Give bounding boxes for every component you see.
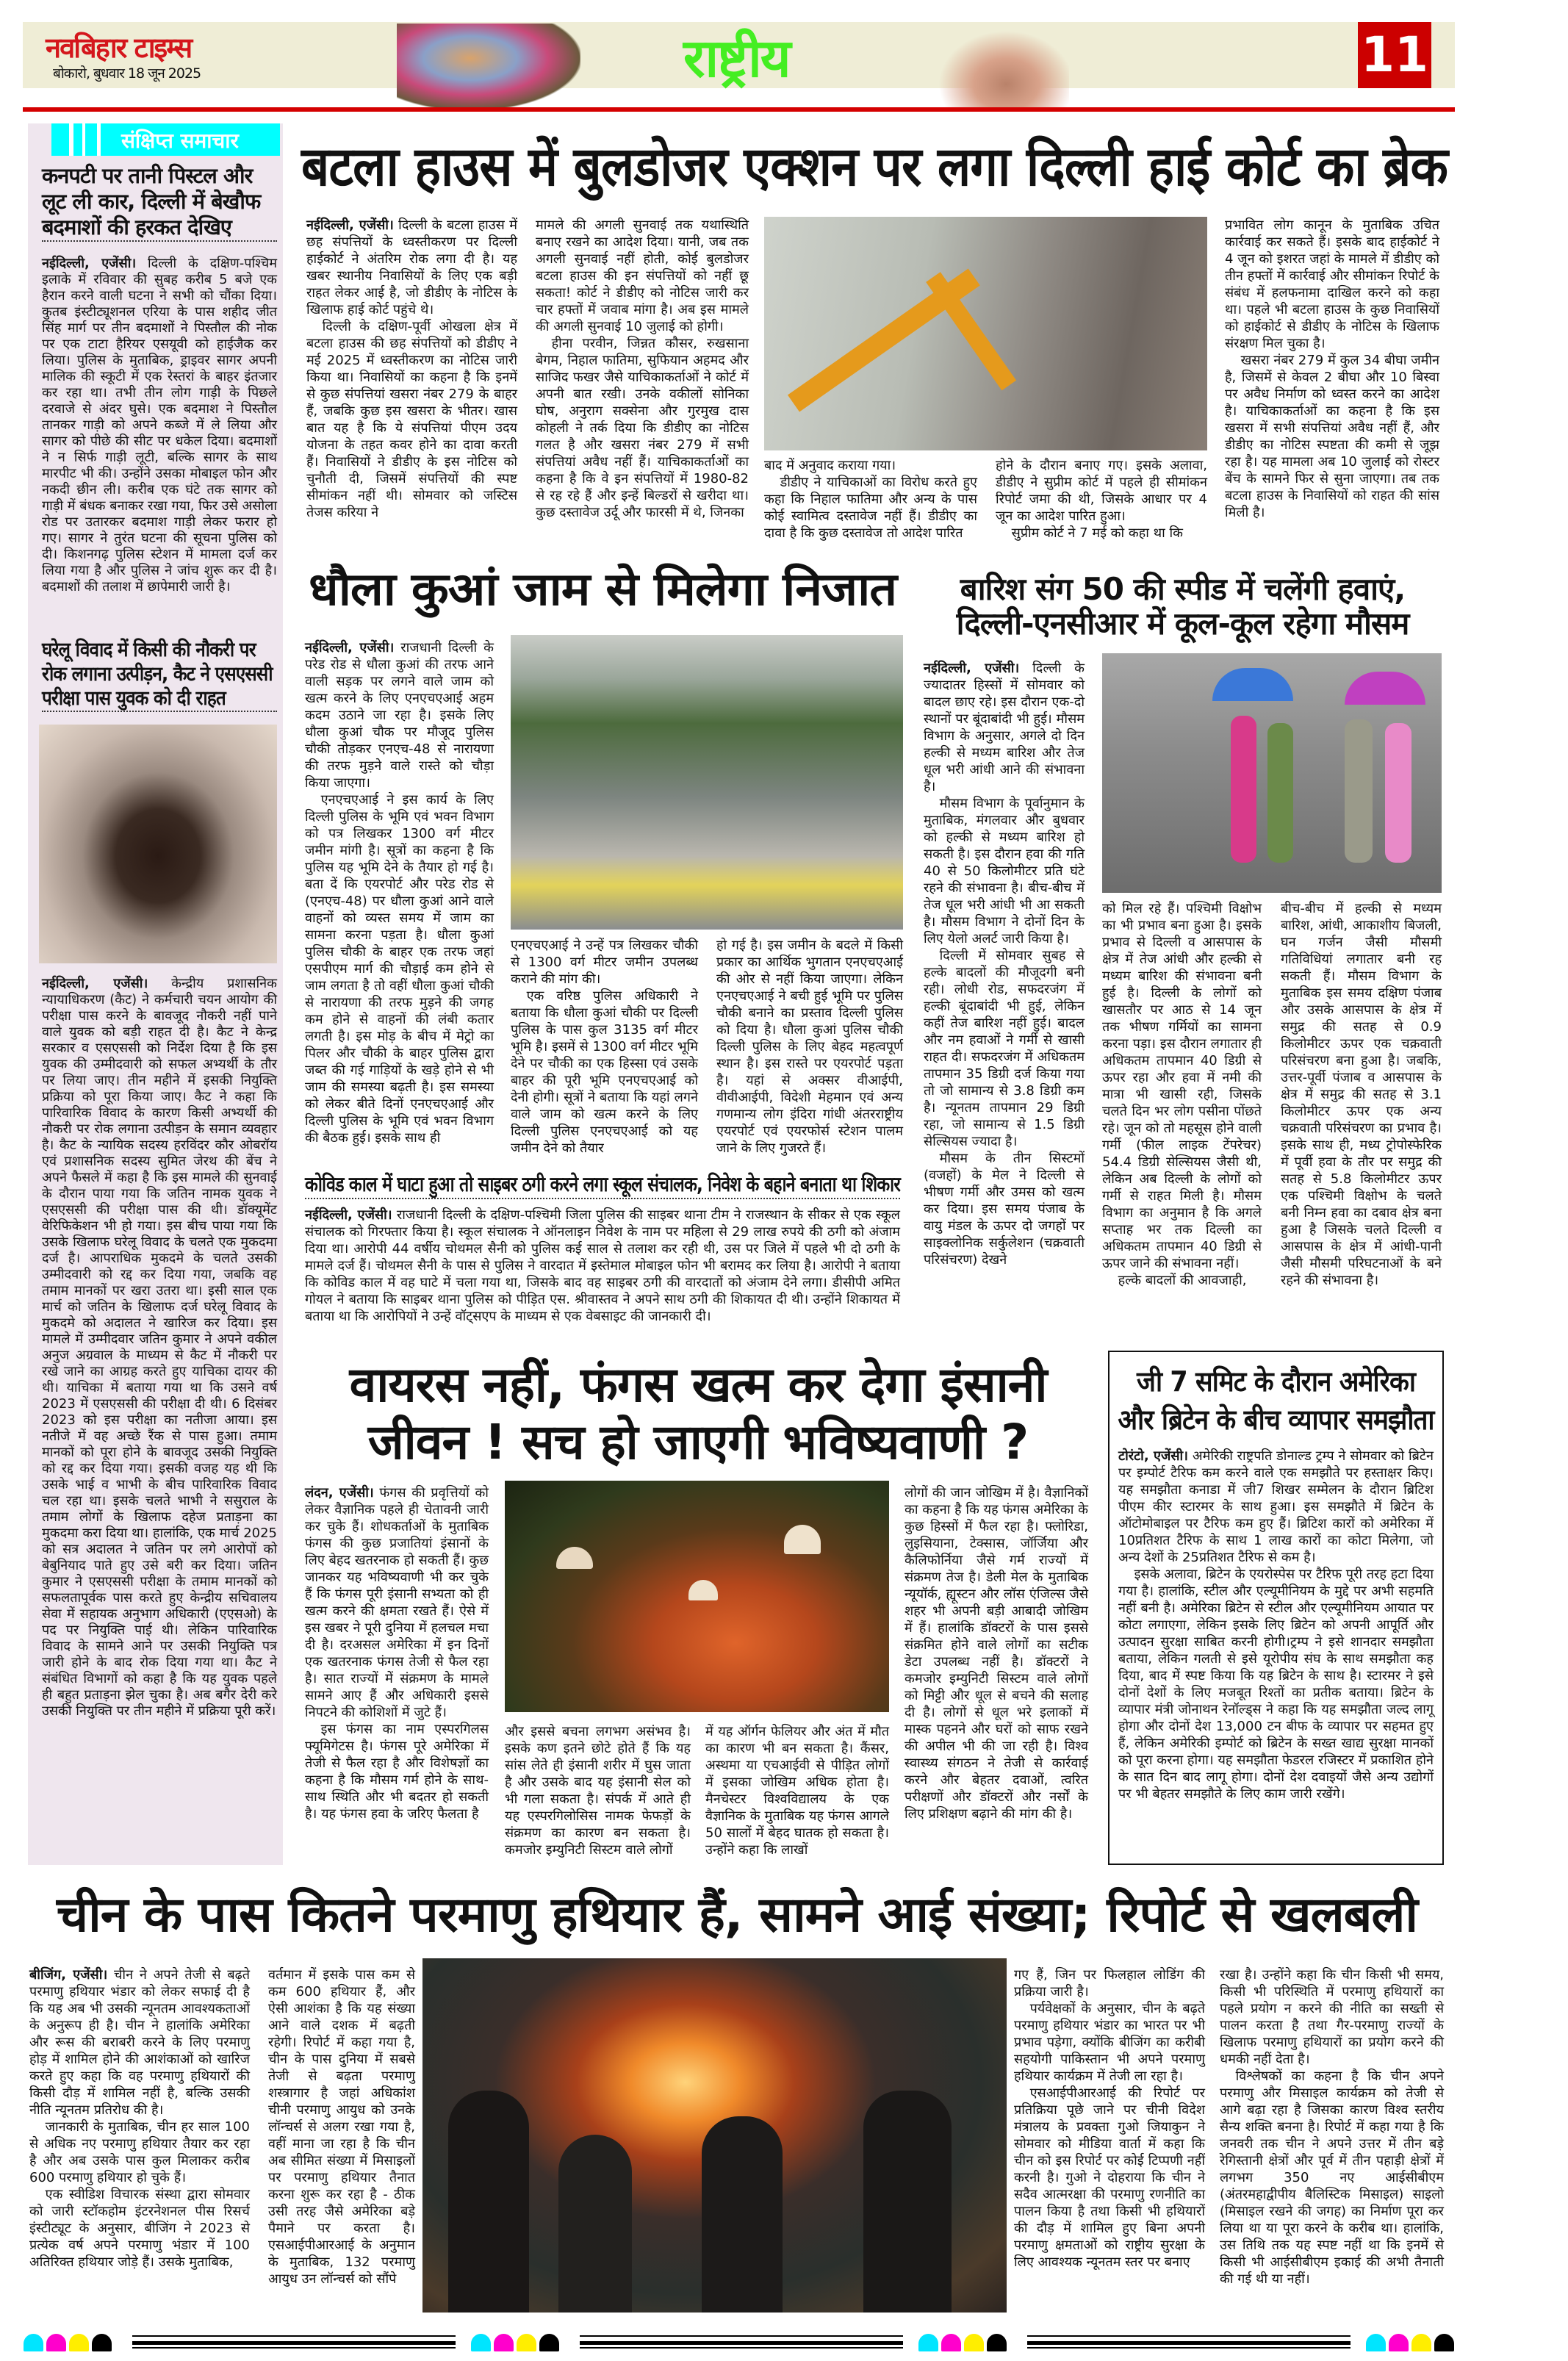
registration-dot (1366, 2334, 1386, 2351)
registration-line (132, 2341, 456, 2345)
nuclear-explosion-image (422, 1958, 1007, 2313)
paragraph: डीडीए ने याचिकाओं का विरोध करते हुए कहा कि निहाल फातिमा और अन्य के पास कोई स्वामित्व दस्तावेज नहीं हैं। डीडीए का दावा है कि कुछ दस्तावेज तो आदेश पारित (764, 475, 977, 541)
statue-image (929, 24, 1069, 110)
dateline: लंदन, एजेंसी। (305, 1485, 374, 1501)
paragraph: नईदिल्ली, एजेंसी। दिल्ली के बटला हाउस में छह संपत्तियों के ध्वस्तीकरण पर दिल्ली हाईकोर्ट ने अंतरिम रोक लगा दी है। यह खबर स्थानीय निवासियों के लिए एक बड़ी राहत लेकर आई है, जो डीडीए के नोटिस के खिलाफ हाई कोर्ट पहुंचे थे। (306, 218, 517, 317)
umbrella-purple (1345, 672, 1425, 705)
g7-headline: जी 7 समिट के दौरान अमेरिका और ब्रिटेन के बीच व्यापार समझौता (1118, 1365, 1434, 1436)
dateline: बीजिंग, एजेंसी। (29, 1967, 108, 1983)
registration-dot (471, 2334, 491, 2351)
weather-headline: बारिश संग 50 की स्पीड में चलेंगी हवाएं, दिल्ली-एनसीआर में कूल-कूल रहेगा मौसम (956, 571, 1409, 642)
person (1231, 716, 1256, 863)
registration-dot (539, 2334, 559, 2351)
paragraph: वर्तमान में इसके पास कम से कम 600 हथियार हैं, और ऐसी आशंका है कि यह संख्या आने वाले दशक में बढ़ती रहेगी। रिपोर्ट में कहा गया है, चीन के पास दुनिया में सबसे तेजी से बढ़ता परमाणु शस्त्रागार है जहां अधिकांश चीनी परमाणु आयुध को उनके लॉन्चर्स से अलग रखा गया है, वहीं माना जा रहा है कि चीन अब सीमित संख्या में मिसाइलों पर परमाणु हथियार तैनात करना शुरू कर रहा है - ठीक उसी तरह जैसे अमेरिका बड़े पैमाने पर करता है। एसआईपीआरआई के अनुमान के मुताबिक, 132 परमाणु आयुध उन लॉन्चर्स को सौंपे (268, 1967, 415, 2287)
article-column (1225, 217, 1439, 546)
registration-line (1027, 2341, 1351, 2345)
paragraph: बाद में अनुवाद कराया गया। (764, 458, 896, 473)
article-column (511, 937, 698, 1156)
article-column (1102, 900, 1262, 1325)
paragraph: पर्यवेक्षकों के अनुसार, चीन के बढ़ते परमाणु हथियार भंडार का भारत पर भी प्रभाव पड़ेगा, क्योंकि बीजिंग का करीबी सहयोगी पाकिस्तान भी अपने परमाणु हथियार कार्यक्रम में तेजी ला रहा है। (1014, 2001, 1205, 2084)
registration-line (1027, 2335, 1351, 2337)
article-column (505, 1723, 691, 1863)
state-map-collage-image (397, 24, 580, 110)
silhouette-person (558, 2135, 632, 2313)
edition-dateline: बोकारो, बुधवार 18 जून 2025 (53, 65, 201, 82)
paragraph: बीजिंग, एजेंसी। चीन ने अपने तेजी से बढ़ते परमाणु हथियार भंडार को लेकर सफाई दी है कि यह अब भी उसकी न्यूनतम आवश्यकताओं के अनुरूप ही है। चीन ने हालांकि अमेरिका और रूस की बराबरी करने के लिए परमाणु होड़ में शामिल होने की आशंकाओं को खारिज करते हुए कहा कि वह परमाणु हथियारों की किसी दौड़ में शामिल नहीं है, बल्कि उसकी नीति न्यूनतम प्रतिरोध की है। (29, 1967, 250, 2118)
paragraph: मौसम विभाग के पूर्वानुमान के मुताबिक, मंगलवार और बुधवार को हल्की से मध्यम बारिश हो सकती है। इस दौरान हवा की गति 40 से 50 किलोमीटर प्रति घंटे रहने की संभावना है। बीच-बीच में तेज धूल भरी आंधी भी आ सकती है। मौसम विभाग ने दोनों दिन के लिए येलो अलर्ट जारी किया है। (924, 796, 1085, 946)
registration-dot (987, 2334, 1007, 2351)
masthead-rule (23, 107, 1455, 112)
paragraph: मौसम के तीन सिस्टमों (वजहों) के मेल ने दिल्ली से भीषण गर्मी और उमस को खत्म कर दिया। इस समय पंजाब के वायु मंडल के ऊपर दो जगहों पर साइक्लोनिक सर्कुलेशन (चक्रवाती परिसंचरण) देखने (924, 1151, 1085, 1268)
registration-dot (1434, 2334, 1454, 2351)
article-column (305, 1484, 489, 1863)
paragraph: मामले की अगली सुनवाई तक यथास्थिति बनाए रखने का आदेश दिया। यानी, जब तक अगली सुनवाई नहीं होती, कोई बुलडोजर बटला हाउस की इन संपत्तियों को नहीं छू सकता! कोर्ट ने डीडीए को नोटिस जारी कर चार हफ्तों में जवाब मांगा है। अब इस मामले की अगली सुनवाई 10 जुलाई को होगी। (536, 218, 749, 334)
article-column (306, 217, 517, 546)
registration-dot (1389, 2334, 1409, 2351)
registration-line (580, 2335, 903, 2337)
article-column (536, 217, 749, 546)
dateline: नईदिल्ली, एजेंसी। (305, 1207, 392, 1223)
paragraph: बीच-बीच में हल्की से मध्यम बारिश, आंधी, आकाशीय बिजली, घन गर्जन जैसी मौसमी गतिविधियां लगातार बनी रह सकती हैं। मौसम विभाग के मुताबिक इस समय दक्षिण पंजाब और उसके आसपास के क्षेत्र में समुद्र की सतह से 0.9 किलोमीटर ऊपर एक चक्रवाती परिसंचरण बना हुआ है। जबकि, उत्तर-पूर्वी पंजाब व आसपास के क्षेत्र में समुद्र की सतह से 3.1 किलोमीटर ऊपर एक अन्य चक्रवाती परिसंचरण का प्रभाव है। इसके साथ ही, मध्य ट्रोपोस्फेरिक में पूर्वी हवा के तौर पर समुद्र की सतह से 5.8 किलोमीटर ऊपर एक पश्चिमी विक्षोभ के चलते बनी निम्न हवा का दबाव क्षेत्र बना हुआ है जिसके चलते दिल्ली व आसपास के क्षेत्र में आंधी-पानी जैसी मौसमी परिघटनाओं के बने रहने की संभावना है। (1281, 901, 1442, 1288)
brief-body: नईदिल्ली, एजेंसी। दिल्ली के दक्षिण-पश्चिम इलाके में रविवार की सुबह करीब 5 बजे एक हैरान करने वाली घटना ने सभी को चौंका दिया। कुतब इंस्टीट्यूशनल एरिया के पास शहीद जीत सिंह मार्ग पर तीन बदमाशों ने पिस्तौल की नोक पर एक टाटा हैरियर एसयूवी को हाईजैक कर लिया। पुलिस के मुताबिक, ड्राइवर सागर अपनी मालिक की स्कूटी में एक रेस्तरां के बाहर इंतजार कर रहा था। तभी तीन लोग गाड़ी के पिछले दरवाजे से अंदर घुसे। एक बदमाश ने पिस्तौल तानकर गाड़ी को अपने कब्जे में ले लिया और सागर को पीछे की सीट पर धकेल दिया। बदमाशों ने न सिर्फ गाड़ी लूटी, बल्कि सागर के साथ मारपीट भी की। उन्होंने उसका मोबाइल फोन और नकदी छीन ली। करीब एक घंटे तक सागर को गाड़ी में बंधक बनाकर रखा गया, फिर उसे असोला रोड पर उतारकर बदमाश गाड़ी लेकर फरार हो गए। सागर ने तुरंत घटना की सूचना पुलिस को दी। किशनगढ़ पुलिस स्टेशन में मामला दर्ज कर लिया गया है और पुलिस ने जांच शुरू कर दी है। बदमाशों की तलाश में छापेमारी जारी है। (42, 256, 277, 594)
dateline: टोरंटो, एजेंसी। (1118, 1448, 1188, 1464)
mushroom-cap (556, 1547, 593, 1569)
paragraph: नईदिल्ली, एजेंसी। दिल्ली के ज्यादातर हिस्सों में सोमवार को बादल छाए रहे। इस दौरान एक-दो स्थानों पर बूंदाबांदी भी हुई। मौसम विभाग के अनुसार, अगले दो दिन हल्की से मध्यम बारिश और तेज धूल भरी आंधी आने की संभावना है। (924, 661, 1085, 794)
china-nuclear-headline: चीन के पास कितने परमाणु हथियार हैं, सामने आई संख्या; रिपोर्ट से खलबली (57, 1886, 1417, 1943)
registration-line (1027, 2347, 1351, 2349)
article-column (905, 1484, 1088, 1863)
page-number: 11 (1361, 26, 1428, 83)
paragraph: दिल्ली में सोमवार सुबह से हल्के बादलों की मौजूदगी बनी रही। लोधी रोड, सफदरजंग में हल्की बूंदाबांदी भी हुई, लेकिन कहीं तेज बारिश नहीं हुई। बादल और नम हवाओं ने गर्मी से खासी राहत दी। सफदरजंग में अधिकतम तापमान 35 डिग्री दर्ज किया गया तो जो सामान्य से 3.8 डिग्री कम है। न्यूनतम तापमान 29 डिग्री रहा, जो सामान्य से 1.5 डिग्री सेल्सियस ज्यादा है। (924, 948, 1085, 1149)
brief-headline: घरेलू विवाद में किसी की नौकरी पर रोक लगाना उत्पीड़न, कैट ने एसएससी परीक्षा पास युवक को दी राहत (42, 638, 277, 712)
paragraph: खसरा नंबर 279 में कुल 34 बीघा जमीन है, जिसमें से केवल 2 बीघा और 10 बिस्वा पर अवैध निर्माण को ध्वस्त करने का आदेश है। याचिकाकर्ताओं का कहना है कि इस खसरा में सभी संपत्तियां अवैध नहीं हैं, और डीडीए का नोटिस स्पष्टता की कमी से जूझ रहा है। यह मामला अब 10 जुलाई को रोस्टर बेंच के सामने फिर से सुना जाएगा। तब तक बटला हाउस के निवासियों को राहत की सांस मिली है। (1225, 353, 1439, 520)
person (1385, 723, 1411, 863)
bulldozer-demolition-image (764, 217, 1207, 450)
paragraph: और इससे बचना लगभग असंभव है। इसके कण इतने छोटे होते हैं कि यह सांस लेते ही इंसानी शरीर में घुस जाता है और उसके बाद यह इंसानी सेल को भी गला सकता है। संपर्क में आते ही यह एस्परगिलोसिस नामक फेफड़ों के संक्रमण का कारण बन सकता है। कमजोर इम्युनिटी सिस्टम वाले लोगों (505, 1724, 691, 1858)
paragraph: लंदन, एजेंसी। फंगस की प्रवृत्तियों को लेकर वैज्ञानिक पहले ही चेतावनी जारी कर चुके हैं। शोधकर्ताओं के मुताबिक फंगस की कुछ प्रजातियां इंसानों के लिए बेहद खतरनाक हो सकती हैं। कुछ जानकर यह भविष्यवाणी भी कर चुके हैं कि फंगस पूरी इंसानी सभ्यता को ही खत्म करने की क्षमता रखते हैं। ऐसे में इस खबर ने पूरी दुनिया में हलचल मचा दी है। दरअसल अमेरिका में इन दिनों एक खतरनाक फंगस तेजी से फैल रहा है। सात राज्यों में संक्रमण के मामले सामने आए हैं और अधिकारी इससे निपटने की कोशिशों में जुटे हैं। (305, 1485, 489, 1720)
person (1267, 723, 1293, 863)
paragraph: गए हैं, जिन पर फिलहाल लोडिंग की प्रक्रिया जारी है। (1014, 1967, 1205, 1999)
sidebar-header-label: संक्षिप्त समाचार (121, 129, 239, 153)
dateline: नईदिल्ली, एजेंसी। (42, 976, 148, 991)
registration-dot (494, 2334, 514, 2351)
paragraph: एक स्वीडिश विचारक संस्था द्वारा सोमवार को जारी स्टॉकहोम इंटरनेशनल पीस रिसर्च इंस्टीट्यूट के अनुसार, बीजिंग ने 2023 से प्रत्येक वर्ष अपने परमाणु भंडार में 100 अतिरिक्त हथियार जोड़े हैं। उसके मुताबिक, (29, 2187, 250, 2270)
header-stripe (97, 123, 101, 156)
mushroom-fungus-image (505, 1481, 889, 1712)
dateline: नईदिल्ली, एजेंसी। (924, 661, 1020, 676)
paragraph: एसआईपीआरआई की रिपोर्ट पर प्रतिक्रिया पूछे जाने पर चीनी विदेश मंत्रालय के प्रवक्ता गुओ जियाकुन ने सोमवार को मीडिया वार्ता में कहा कि चीन को इस रिपोर्ट पर कोई टिप्पणी नहीं करनी है। गुओ ने दोहराया कि चीन ने सदैव आत्मरक्षा की परमाणु रणनीति का पालन किया है तथा किसी भी हथियारों की दौड़ में शामिल हुए बिना अपनी परमाणु क्षमताओं को राष्ट्रीय सुरक्षा के लिए आवश्यक न्यूनतम स्तर पर बनाए (1014, 2085, 1205, 2270)
paragraph: प्रभावित लोग कानून के मुताबिक उचित कार्रवाई कर सकते हैं। इसके बाद हाईकोर्ट ने 4 जून को इशरत जहां के मामले में डीडीए को तीन हफ्तों में कार्रवाई और सीमांकन रिपोर्ट के संबंध में हलफनामा दाखिल करने को कहा था। पहले भी बटला हाउस के कुछ निवासियों को हाईकोर्ट से डीडीए के नोटिस के खिलाफ संरक्षण मिल चुका है। (1225, 218, 1439, 351)
registration-dot (941, 2334, 961, 2351)
brief-body: नईदिल्ली, एजेंसी। केन्द्रीय प्रशासनिक न्यायाधिकरण (कैट) ने कर्मचारी चयन आयोग की परीक्षा पास करने के बावजूद नौकरी नहीं पाने वाले युवक को बड़ी राहत दी है। कैट ने केन्द्र सरकार व एसएससी को निर्देश दिया है कि इस युवक की उम्मीदवारी को सफल अभ्यर्थी के तौर पर लिया जाए। तीन महीने में इसकी नियुक्ति प्रक्रिया को पूरा किया जाए। कैट ने कहा कि पारिवारिक विवाद के कारण किसी अभ्यर्थी की नौकरी पर रोक लगाना उत्पीड़न के समान व्यवहार है। कैट के न्यायिक सदस्य हरविंदर कौर ओबरॉय एवं प्रशासनिक सदस्य सुमित जेरथ की बेंच ने अपने फैसले में कहा है कि इस मामले की सुनवाई के दौरान पाया गया कि जतिन नामक युवक ने एसएससी की परीक्षा पास की थी। डॉक्यूमेंट वेरिफिकेशन भी हो गया। इस बीच पाया गया कि उसके खिलाफ घरेलू विवाद के चलते एक मुकदमा दर्ज है। आपराधिक मुकदमे के चलते उसकी उम्मीदवारी को रद्द कर दिया गया, जबकि वह तमाम मानकों पर खरा उतरा था। इसी साल एक मार्च को जतिन के खिलाफ दर्ज घरेलू विवाद के मुकदमे को अदालत ने खारिज कर दिया। इस मामले में उम्मीदवार जतिन कुमार ने अपने वकील अनुज अग्रवाल के माध्यम से कैट में नौकरी पर रखे जाने का आग्रह करते हुए याचिका दायर की थी। याचिका में बताया गया था कि उसने वर्ष 2023 में एसएससी की परीक्षा दी थी। 6 दिसंबर 2023 को इस परीक्षा का नतीजा आया। इस नतीजे में वह अच्छे रैंक से पास हुआ। तमाम मानकों को पूरा होने के बावजूद उसकी नियुक्ति को रद्द कर दिया गया। इसकी वजह यह थी कि उसके भाई व भाभी के बीच पारिवारिक विवाद चल रहा था। इसके चलते भाभी ने ससुराल के तमाम लोगों के खिलाफ दहेज प्रताड़ना का मुकदमा करा दिया था। हालांकि, एक मार्च 2025 को सत्र अदालत ने जतिन पर लगे आरोपों को बेबुनियाद पाते हुए उसे बरी कर दिया। जतिन कुमार ने एसएससी परीक्षा के तमाम मानकों को सफलतापूर्वक पास करते हुए केन्द्रीय सचिवालय सेवा में सहायक अनुभाग अधिकारी (एएसओ) के पद पर नियुक्ति पाई थी। लेकिन पारिवारिक विवाद के सामने आने पर उसकी नियुक्ति पत्र जारी होने के बाद रोक दिया गया था। कैट ने संबंधित विभागों को कहा है कि यह युवक पहले ही बहुत प्रताड़ना झेल चुका है। अब बगैर देरी करे उसकी नियुक्ति पर तीन महीने में प्रक्रिया पूरी करें। (42, 976, 277, 1719)
header-stripe (69, 123, 73, 156)
dateline: नईदिल्ली, एजेंसी। (305, 640, 395, 655)
paragraph: लोगों की जान जोखिम में है। वैज्ञानिकों का कहना है कि यह फंगस अमेरिका के कुछ हिस्सों में फैल रहा है। फ्लोरिडा, लुइसियाना, टेक्सास, जॉर्जिया और कैलिफोर्निया जैसे गर्म राज्यों में संक्रमण तेज है। डेली मेल के मुताबिक न्यूयॉर्क, ह्यूस्टन और लॉस एंजिल्स जैसे शहर भी अपनी बड़ी आबादी जोखिम में हैं। हालांकि डॉक्टरों के पास इससे संक्रमित होने वाले लोगों का सटीक डेटा उपलब्ध नहीं है। डॉक्टरों ने कमजोर इम्युनिटी सिस्टम वाले लोगों को मिट्टी और धूल से बचने की सलाह दी है। लोगों से धूल भरे इलाकों में मास्क पहनने और घरों को साफ रखने की अपील भी की जा रही है। विश्व स्वास्थ्य संगठन ने तेजी से कार्रवाई करने और बेहतर दवाओं, त्वरित परीक्षणों और डॉक्टरों और नर्सों के लिए प्रशिक्षण बढ़ाने की मांग की है। (905, 1485, 1088, 1822)
silhouette-person (863, 2091, 952, 2313)
article-column (924, 660, 1085, 1325)
registration-line (132, 2347, 456, 2349)
cyber-fraud-headline: कोविड काल में घाटा हुआ तो साइबर ठगी करने लगा स्कूल संचालक, निवेश के बहाने बनाता था शिकार (305, 1171, 900, 1199)
rain-umbrella-image (1102, 653, 1442, 893)
article-column (705, 1723, 889, 1863)
header-stripe (82, 123, 85, 156)
person (1345, 719, 1373, 863)
mushroom-cap (784, 1525, 821, 1554)
mushroom-cap (688, 1580, 718, 1600)
paragraph: हल्के बादलों की आवजाही, (1118, 1273, 1247, 1288)
g7-trade-box (1108, 1351, 1444, 1865)
paragraph: एनएचएआई ने उन्हें पत्र लिखकर चौकी से 1300 वर्ग मीटर जमीन उपलब्ध कराने की मांग की। (511, 938, 698, 987)
registration-dot (1411, 2334, 1431, 2351)
newspaper-logo: नवबिहार टाइम्स (46, 32, 192, 64)
registration-dot (918, 2334, 938, 2351)
sidebar-header (51, 123, 280, 156)
paragraph: एक वरिष्ठ पुलिस अधिकारी ने बताया कि धौला कुआं चौकी पर दिल्ली पुलिस के पास कुल 3135 वर्ग मीटर भूमि है। इसमें से 1300 वर्ग मीटर भूमि देने पर चौकी का एक हिस्सा एवं उसके बाहर की पूरी भूमि एनएचएआई को देनी होगी। सूत्रों ने बताया कि यहां लगने वाले जाम को खत्म करने के लिए दिल्ली पुलिस एनएचएआई को यह जमीन देने को तैयार (511, 988, 698, 1156)
umbrella-blue (1212, 668, 1293, 701)
article-column (1014, 1966, 1205, 2315)
traffic-jam-image (511, 635, 903, 930)
registration-dot (517, 2334, 536, 2351)
registration-dot (964, 2334, 984, 2351)
article-column (764, 457, 977, 546)
registration-dot (46, 2334, 66, 2351)
paragraph: नईदिल्ली, एजेंसी। राजधानी दिल्ली के दक्षिण-पश्चिमी जिला पुलिस की साइबर थाना टीम ने राजस्थान के सीकर से एक स्कूल संचालक को गिरफ्तार किया है। स्कूल संचालक ने ऑनलाइन निवेश के नाम पर महिला से 29 लाख रुपये की ठगी को अंजाम दिया था। आरोपी 44 वर्षीय चोथमल सैनी को पुलिस कई साल से तलाश कर रही थी, उस पर जिले में पहले भी दो ठगी के मामले दर्ज हैं। चोथमल सैनी के पास से पुलिस ने वारदात में इस्तेमाल मोबाइल फोन भी बरामद कर लिया है। आरोपी ने बताया कि कोविड काल में वह घाटे में चला गया था, जिसके बाद वह साइबर ठगी की वारदातों को अंजाम देने लगा। डीसीपी अमित गोयल ने बताया कि साइबर थाना पुलिस को पीड़ित एस. श्रीवास्तव ने अपने साथ ठगी की शिकायत दी थी। उन्होंने शिकायत में बताया था कि आरोपियों ने उन्हें वॉट्सएप के माध्यम से एक वेबसाइट की जानकारी दी। (305, 1207, 900, 1324)
silhouette-person (448, 2091, 529, 2313)
page-number-box (1358, 22, 1431, 88)
paragraph: हीना परवीन, जिन्नत कौसर, रुखसाना बेगम, निहाल फातिमा, सुफियान अहमद और साजिद फखर जैसे याचिकाकर्ताओं ने कोर्ट में अपनी बात रखी। उनके वकीलों सोनिका घोष, अनुराग सक्सेना और गुरमुख दास कोहली ने तर्क दिया कि डीडीए का नोटिस गलत है और खसरा नंबर 279 में सभी संपत्तियां अवैध नहीं हैं। याचिकाकर्ताओं का कहना है कि वे इन संपत्तियों में 1980-82 से रह रहे हैं और इन्हें बिल्डरों से खरीदा था। कुछ दस्तावेज उर्दू और फारसी में थे, जिनका (536, 336, 749, 520)
registration-dot (92, 2334, 112, 2351)
dateline: नईदिल्ली, एजेंसी। (306, 218, 394, 233)
registration-line (580, 2341, 903, 2345)
paragraph: हो गई है। इस जमीन के बदले में किसी प्रकार का आर्थिक भुगतान एनएचएआई की ओर से नहीं किया जाएगा। लेकिन एनएचएआई ने बची हुई भूमि पर पुलिस चौकी बनाने का प्रस्ताव दिल्ली पुलिस को दिया है। धौला कुआं पुलिस चौकी दिल्ली पुलिस के लिए बेहद महत्वपूर्ण स्थान है। इस रास्ते पर एयरपोर्ट पड़ता है। यहां से अक्सर वीआईपी, वीवीआईपी, विदेशी मेहमान एवं अन्य गणमान्य लोग इंदिरा गांधी अंतरराष्ट्रीय एयरपोर्ट एवं एयरफोर्स स्टेशन पालम जाने के लिए गुजरते हैं। (716, 938, 903, 1156)
paragraph: टोरंटो, एजेंसी। अमेरिकी राष्ट्रपति डोनाल्ड ट्रम्प ने सोमवार को ब्रिटेन पर इम्पोर्ट टैरिफ कम करने वाले एक समझौते पर हस्ताक्षर किए। यह समझौता कनाडा में जी7 शिखर सम्मेलन के दौरान ब्रिटिश पीएम कीर स्टारमर के साथ हुआ। इस समझौते में ब्रिटेन के ऑटोमोबाइल पर टैरिफ कम हुए हैं। ब्रिटिश कारों को अमेरिका में 10प्रतिशत टैरिफ के साथ 1 लाख कारों का कोटा मिलेगा, जो अन्य देशों के 25प्रतिशत टैरिफ से कम है। (1118, 1448, 1434, 1565)
dateline: नईदिल्ली, एजेंसी। (42, 256, 137, 271)
lead-headline: बटला हाउस में बुलडोजर एक्शन पर लगा दिल्ली हाई कोर्ट का ब्रेक (301, 135, 1447, 198)
article-column (1281, 900, 1442, 1325)
paragraph: जानकारी के मुताबिक, चीन हर साल 100 से अधिक नए परमाणु हथियार तैयार कर रहा है और अब उसके पास कुल मिलाकर करीब 600 परमाणु हथियार हो चुके हैं। (29, 2119, 250, 2185)
gavel-image (39, 725, 277, 963)
paragraph: नईदिल्ली, एजेंसी। राजधानी दिल्ली के परेड रोड से धौला कुआं की तरफ आने वाली सड़क पर लगने वाले जाम को खत्म करने के लिए एनएचएआई अहम कदम उठाने जा रहा है। इसके लिए धौला कुआं चौक पर मौजूद पुलिस चौकी तोड़कर एनएच-48 से नारायणा की तरफ मुड़ने वाले रास्ते को चौड़ा किया जाएगा। (305, 640, 494, 791)
dhaula-headline: धौला कुआं जाम से मिलेगा निजात (309, 562, 896, 616)
article-column (996, 457, 1207, 546)
paragraph: विश्लेषकों का कहना है कि चीन अपने परमाणु और मिसाइल कार्यक्रम को तेजी से आगे बढ़ा रहा है जिसका कारण विश्व स्तरीय सैन्य शक्ति बनना है। रिपोर्ट में कहा गया है कि जनवरी तक चीन ने अपने उत्तर में तीन बड़े रेगिस्तानी क्षेत्रों और पूर्व में तीन पहाड़ी क्षेत्रों में लगभग 350 नए आईसीबीएम (अंतरमहाद्वीपीय बैलिस्टिक मिसाइल) साइलो (मिसाइल रखने की जगह) का निर्माण पूरा कर लिया था या पूरा करने के करीब था। हालांकि, उस तिथि तक यह स्पष्ट नहीं था कि इनमें से किसी भी आईसीबीएम इकाई की अभी तैनाती की गई थी या नहीं। (1220, 2069, 1444, 2287)
fungus-headline: वायरस नहीं, फंगस खत्म कर देगा इंसानी जीवन ! सच हो जाएगी भविष्यवाणी ? (349, 1356, 1047, 1470)
paragraph: होने के दौरान बनाए गए। इसके अलावा, डीडीए ने सुप्रीम कोर्ट में पहले ही सीमांकन रिपोर्ट जमा की थी, जिसके आधार पर 4 जून का आदेश पारित हुआ। (996, 458, 1207, 524)
paragraph: रखा है। उन्होंने कहा कि चीन किसी भी समय, किसी भी परिस्थिति में परमाणु हथियारों का पहले प्रयोग न करने की नीति का सख्ती से पालन करता है तथा गैर-परमाणु राज्यों के खिलाफ परमाणु हथियारों का प्रयोग करने की धमकी नहीं देता है। (1220, 1967, 1444, 2067)
section-title: राष्ट्रीय (683, 27, 790, 89)
article-column (716, 937, 903, 1156)
paragraph: इसके अलावा, ब्रिटेन के एयरोस्पेस पर टैरिफ पूरी तरह हटा दिया गया है। हालांकि, स्टील और एल्यूमीनियम के मुद्दे पर अभी सहमति नहीं बनी है। अमेरिका ब्रिटेन से स्टील और एल्यूमीनियम आयात पर कोटा लगाएगा, लेकिन इसके लिए ब्रिटेन को अपनी आपूर्ति और उत्पादन सुरक्षा साबित करनी होगी।ट्रम्प ने इसे शानदार समझौता बताया, लेकिन गलती से इसे यूरोपीय संघ के साथ समझौता कह दिया, बाद में स्पष्ट किया कि यह ब्रिटेन के साथ है। स्टारमर ने इसे दोनों देशों के लिए मजबूत रिश्तों का प्रतीक बताया। ब्रिटेन के व्यापार मंत्री जोनाथन रेनॉल्ड्स ने कहा कि यह समझौता जल्द लागू होगा और दोनों देश 13,000 टन बीफ के व्यापार पर सहमत हुए हैं, लेकिन अमेरिकी इम्पोर्ट को ब्रिटेन के सख्त खाद्य सुरक्षा मानकों को पूरा करना होगा। यह समझौता फेडरल रजिस्टर में प्रकाशित होने के सात दिन बाद लागू होगा। दोनों देश दवाइयों जैसे अन्य उद्योगों पर भी बेहतर समझौते के लिए काम जारी रखेंगे। (1118, 1567, 1434, 1802)
article-column (305, 1207, 900, 1328)
paragraph: इस फंगस का नाम एस्परगिलस फ्यूमिगेटस है। फंगस पूरे अमेरिका में तेजी से फैल रहा है और विशेषज्ञों का कहना है कि मौसम गर्म होने के साथ-साथ स्थिति और भी बदतर हो सकती है। यह फंगस हवा के जरिए फैलता है (305, 1722, 489, 1822)
registration-line (580, 2347, 903, 2349)
paragraph: को मिल रहे हैं। पश्चिमी विक्षोभ का भी प्रभाव बना हुआ है। इसके प्रभाव से दिल्ली व आसपास के क्षेत्र में तेज आंधी और हल्की से मध्यम बारिश की संभावना बनी हुई है। दिल्ली के लोगों को खासतौर पर आठ से 14 जून तक भीषण गर्मियों का सामना करना पड़ा। इस दौरान लगातार ही अधिकतम तापमान 40 डिग्री से ऊपर रहा और हवा में नमी की मात्रा भी खासी रही, जिसके चलते दिन भर लोग पसीना पोंछते रहे। जून को तो महसूस होने वाली गर्मी (फील लाइक टेंपरेचर) 54.4 डिग्री सेल्सियस जैसी थी, लेकिन अब दिल्ली के लोगों को गर्मी से राहत मिली है। मौसम विभाग का अनुमान है कि अगले सप्ताह भर तक दिल्ली का अधिकतम तापमान 40 डिग्री से ऊपर जाने की संभावना नहीं। (1102, 901, 1262, 1271)
paragraph: दिल्ली के दक्षिण-पूर्वी ओखला क्षेत्र में बटला हाउस की छह संपत्तियों को डीडीए ने मई 2025 में ध्वस्तीकरण का नोटिस जारी किया था। निवासियों का कहना है कि इनमें से कुछ संपत्तियां खसरा नंबर 279 के बाहर हैं, जबकि कुछ इस खसरा के भीतर। खास बात यह है कि ये संपत्तियां पीएम उदय योजना के तहत कवर होने का दावा करती हैं। निवासियों ने डीडीए के इस नोटिस को चुनौती दी, जिसमें संपत्तियों की स्पष्ट सीमांकन नहीं थी। सोमवार को जस्टिस तेजस करिया ने (306, 319, 517, 520)
article-column (305, 639, 494, 1146)
paragraph: में यह ऑर्गन फेलियर और अंत में मौत का कारण भी बन सकता है। कैंसर, अस्थमा या एचआईवी से पीड़ित लोगों में इसका जोखिम अधिक होता है। मैनचेस्टर विश्वविद्यालय के एक वैज्ञानिक के मुताबिक यह फंगस आगले 50 सालों में बेहद घातक हो सकता है। उन्होंने कहा कि लाखों (705, 1724, 889, 1858)
article-column (29, 1966, 250, 2315)
article-column (1118, 1448, 1434, 1855)
silhouette-person (702, 2116, 783, 2313)
article-column (268, 1966, 415, 2315)
paragraph: एनएचएआई ने इस कार्य के लिए दिल्ली पुलिस के भूमि एवं भवन विभाग को पत्र लिखकर 1300 वर्ग मीटर जमीन मांगी है। सूत्रों का कहना है कि पुलिस यह भूमि देने के तैयार हो गई है। बता दें कि एयरपोर्ट और परेड रोड से (एनएच-48) पर धौला कुआं आने वाले वाहनों को व्यस्त समय में जाम का सामना करना पड़ता है। धौला कुआं पुलिस चौकी के बाहर एक तरफ जहां एसपीएम मार्ग की चौड़ाई कम होने से जाम लगता है तो वहीं धौला कुआं चौकी से नारायणा की तरफ मुड़ने की जगह कम होने से वाहनों की लंबी कतार लगती है। इस मोड़ के बीच में मेट्रो का पिलर और चौकी के बाहर पुलिस द्वारा जब्त की गई गाड़ियों के खड़े होने से भी जाम की समस्या बढ़ती है। इस समस्या को लेकर बीते दिनों एनएचएआई और दिल्ली पुलिस के भूमि एवं भवन विभाग की बैठक हुई। इसके साथ ही (305, 792, 494, 1146)
registration-dot (24, 2334, 43, 2351)
article-column (1220, 1966, 1444, 2315)
registration-line (132, 2335, 456, 2337)
news-brief-sidebar (28, 123, 283, 1865)
registration-dot (69, 2334, 89, 2351)
brief-headline: कनपटी पर तानी पिस्टल और लूट ली कार, दिल्ली में बेखौफ बदमाशों की हरकत देखिए (42, 163, 277, 242)
paragraph: सुप्रीम कोर्ट ने 7 मई को कहा था कि (1011, 525, 1183, 541)
